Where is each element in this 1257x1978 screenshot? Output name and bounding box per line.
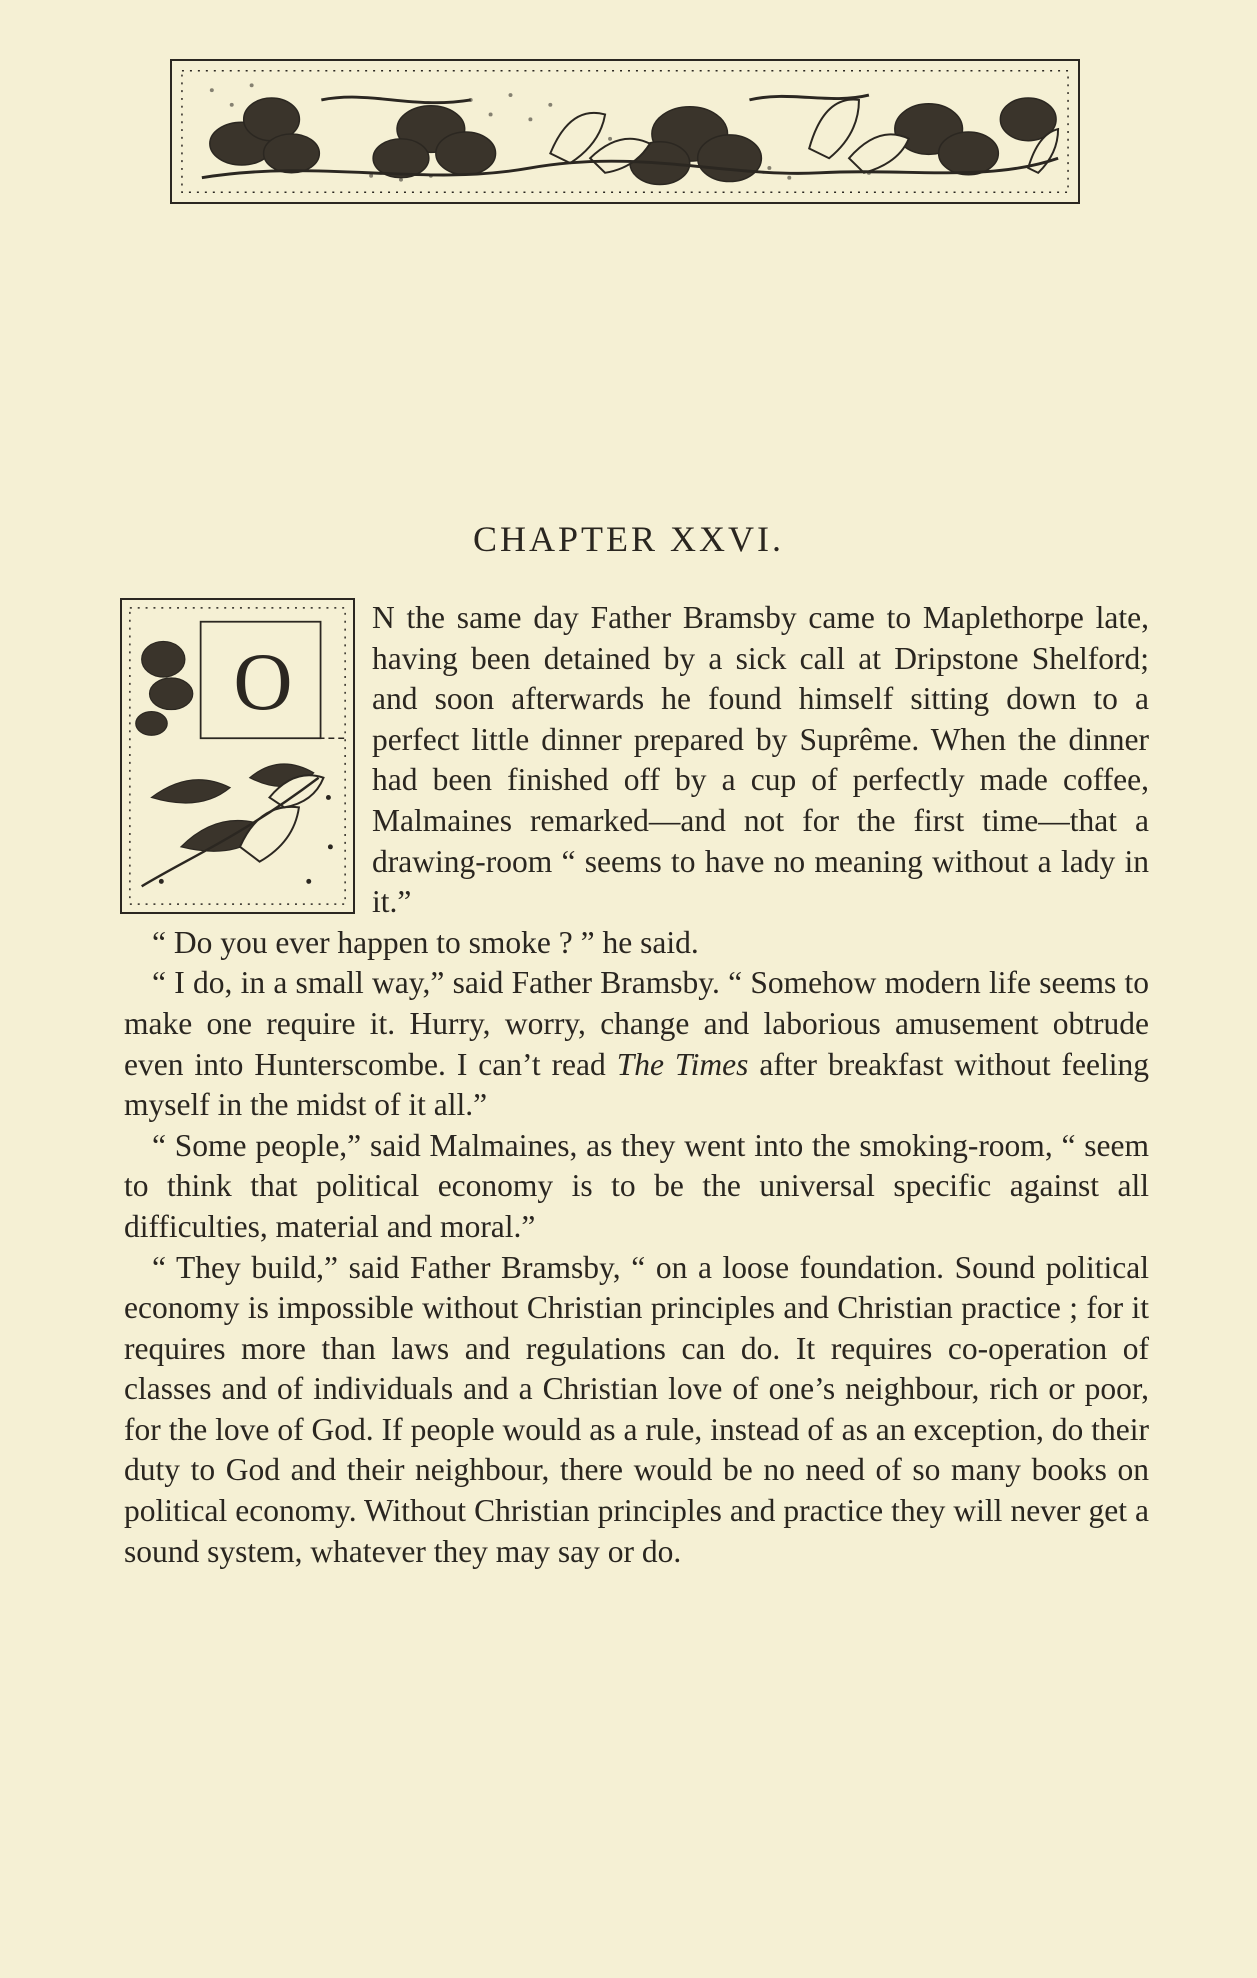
paragraph-3 — [124, 963, 1149, 1125]
chapter-title: CHAPTER XXVI. — [472, 519, 784, 559]
chapter-text — [124, 598, 1149, 1572]
dropcap-letter: O — [233, 636, 293, 727]
paragraph-1: N the same day Father Bramsby came to Maplethorpe late, having been detained by a sick call at Dripstone Shelford; and soon afterwards he found himself sitting down to a perfect little dinner prepared by Suprême. When the dinner had been finished off by a cup of perfectly made coffee, Malmaines remarked—and not for the first time—that a drawing-room “ seems to have no meaning without a lady in it.” — [372, 600, 1149, 920]
paragraph-2: “ Do you ever happen to smoke ? ” he said. — [152, 924, 699, 960]
paragraph-3-start: “ I do, in a small way,” said Father Bramsby. “ Somehow modern life seems to make one require it. Hurry, worry, change and laborious amusement obtrude even into Hunterscombe. I can’t read — [124, 965, 1149, 1082]
paragraph-5: “ They build,” said Father Bramsby, “ on a loose foundation. Sound political economy is impossible without Christian principles and Christian practice ; for it requires more than laws and regulations can do. It requires co-operation of classes and of individuals and a Christian love of one’s neighbour, rich or poor, for the love of God. If people would as a rule, instead of as an exception, do their duty to God and their neighbour, there would be no need of so many books on political economy. Without Christian principles and practice they will never get a sound system, whatever they may say or do. — [124, 1249, 1149, 1569]
floral-headpiece-icon — [170, 59, 1080, 204]
paragraph-3-end: after breakfast without feeling myself in the midst of it all.” — [124, 1046, 1149, 1123]
paragraph-4: “ Some people,” said Malmaines, as they went into the smoking-room, “ seem to think that political economy is to be the universal specific against all difficulties, material and moral.” — [124, 1127, 1149, 1244]
dropcap-spacer — [124, 598, 372, 922]
newspaper-title: The Times — [616, 1046, 749, 1082]
